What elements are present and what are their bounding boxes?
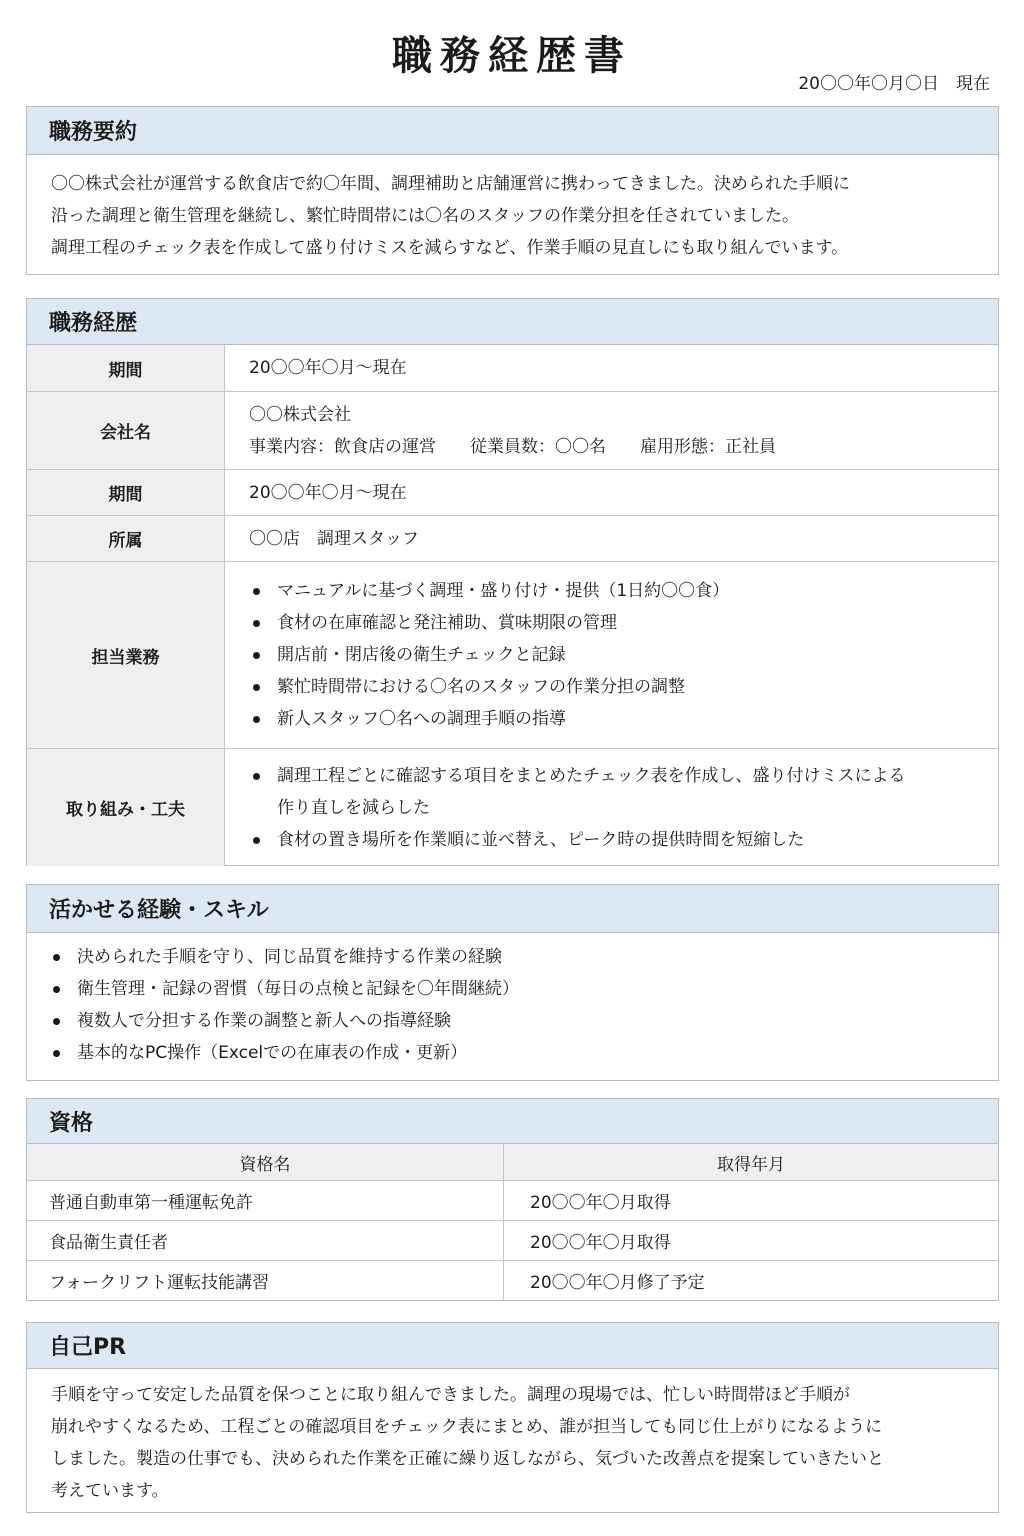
list-item: 複数人で分担する作業の調整と新人への指導経験: [49, 1005, 998, 1037]
duties-list: [249, 575, 998, 735]
summary-heading: 職務要約: [27, 107, 998, 155]
col-header-name: 資格名: [27, 1144, 504, 1180]
qualification-name: 食品衛生責任者: [27, 1221, 504, 1260]
summary-line: 調理工程のチェック表を作成して盛り付けミスを減らすなど、作業手順の見直しにも取り組んでいます。: [51, 238, 849, 258]
period2-value: 20〇〇年〇月～現在: [249, 482, 407, 503]
qualification-date: 20〇〇年〇月取得: [530, 1233, 671, 1253]
efforts-label: 取り組み・工夫: [27, 749, 225, 866]
list-item: 繁忙時間帯における〇名のスタッフの作業分担の調整: [249, 671, 998, 703]
company-name: 〇〇株式会社: [249, 404, 351, 425]
career-row-period1: [27, 345, 998, 391]
summary-line: 沿った調理と衛生管理を継続し、繁忙時間帯には〇名のスタッフの作業分担を任されていました。: [51, 206, 799, 226]
list-item: 基本的なPC操作（Excelでの在庫表の作成・更新）: [49, 1037, 998, 1069]
qualification-name: フォークリフト運転技能講習: [27, 1261, 504, 1300]
qualifications-table: [27, 1144, 998, 1300]
period1-label: 期間: [27, 345, 225, 391]
career-row-period2: [27, 469, 998, 515]
qualifications-section: [26, 1098, 999, 1301]
qualification-name: 普通自動車第一種運転免許: [27, 1181, 504, 1220]
table-header-row: [27, 1144, 998, 1180]
table-row: [27, 1180, 998, 1220]
career-row-dept: [27, 515, 998, 561]
list-item: 新人スタッフ〇名への調理手順の指導: [249, 703, 998, 735]
table-row: [27, 1220, 998, 1260]
career-table: [27, 345, 998, 866]
career-section: [26, 298, 999, 866]
company-detail: 事業内容：飲食店の運営 従業員数：〇〇名 雇用形態：正社員: [249, 436, 776, 457]
skills-section: [26, 884, 999, 1081]
qualification-date: 20〇〇年〇月取得: [530, 1193, 671, 1213]
duties-label: 担当業務: [27, 562, 225, 748]
pr-line: 崩れやすくなるため、工程ごとの確認項目をチェック表にまとめ、誰が担当しても同じ仕上がりになるように: [51, 1417, 883, 1437]
document-date: 20〇〇年〇月〇日 現在: [798, 74, 990, 94]
career-row-efforts: [27, 748, 998, 866]
table-row: [27, 1260, 998, 1300]
col-header-date: 取得年月: [717, 1154, 785, 1175]
list-item: 食材の置き場所を作業順に並べ替え、ピーク時の提供時間を短縮した: [249, 824, 998, 856]
qualification-date: 20〇〇年〇月修了予定: [530, 1273, 705, 1293]
effort1-line1: 調理工程ごとに確認する項目をまとめたチェック表を作成し、盛り付けミスによる: [277, 765, 906, 786]
company-label: 会社名: [27, 392, 225, 469]
career-heading: 職務経歴: [27, 299, 998, 345]
skills-list: [27, 933, 998, 1069]
document-title: 職務経歴書: [392, 33, 632, 79]
career-row-company: [27, 391, 998, 469]
summary-text: [27, 155, 998, 275]
dept-label: 所属: [27, 516, 225, 561]
dept-value: 〇〇店 調理スタッフ: [249, 528, 419, 549]
qualifications-heading: 資格: [27, 1099, 998, 1144]
list-item: 食材の在庫確認と発注補助、賞味期限の管理: [249, 607, 998, 639]
list-item: マニュアルに基づく調理・盛り付け・提供（1日約〇〇食）: [249, 575, 998, 607]
summary-section: [26, 106, 999, 275]
pr-line: 考えています。: [51, 1481, 169, 1501]
efforts-list: [249, 760, 998, 856]
list-item: 決められた手順を守り、同じ品質を維持する作業の経験: [49, 941, 998, 973]
period1-value: 20〇〇年〇月～現在: [249, 358, 407, 378]
summary-line: 〇〇株式会社が運営する飲食店で約〇年間、調理補助と店舗運営に携わってきました。決められた手順に: [51, 174, 850, 194]
pr-text: [27, 1369, 998, 1518]
list-item: 衛生管理・記録の習慣（毎日の点検と記録を〇年間継続）: [49, 973, 998, 1005]
pr-heading: 自己PR: [27, 1323, 998, 1369]
skills-heading: 活かせる経験・スキル: [27, 885, 998, 933]
pr-section: [26, 1322, 999, 1513]
period2-label: 期間: [27, 470, 225, 515]
effort1-line2: 作り直しを減らした: [277, 797, 430, 818]
career-row-duties: [27, 561, 998, 748]
list-item: [249, 760, 998, 824]
list-item: 開店前・閉店後の衛生チェックと記録: [249, 639, 998, 671]
pr-line: 手順を守って安定した品質を保つことに取り組んできました。調理の現場では、忙しい時間帯ほど手順が: [51, 1385, 850, 1405]
pr-line: しました。製造の仕事でも、決められた作業を正確に繰り返しながら、気づいた改善点を提案していきたいと: [51, 1449, 884, 1469]
